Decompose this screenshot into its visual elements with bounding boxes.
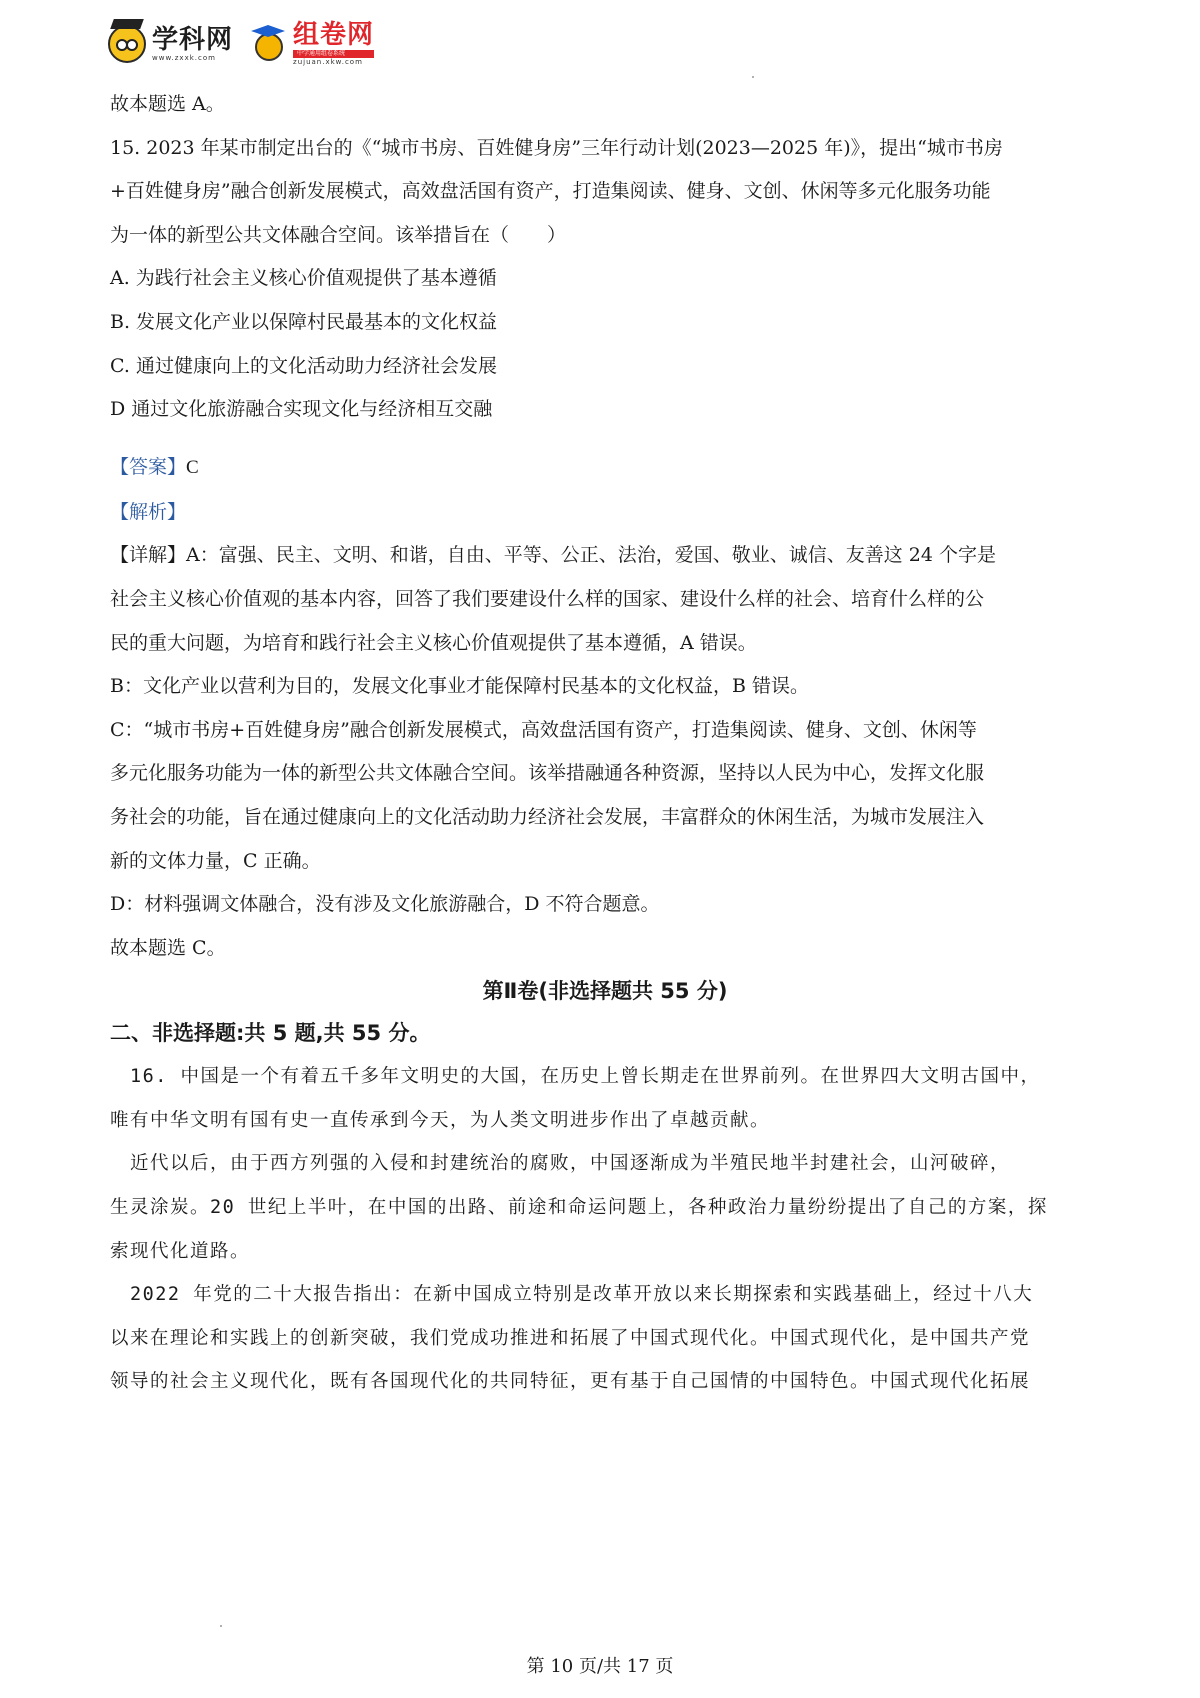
zxxk-logo [108, 25, 233, 63]
page-number: 第 10 页/共 17 页 [526, 1656, 674, 1677]
detail-line: 民的重大问题，为培育和践行社会主义核心价值观提供了基本遵循，A 错误。 [110, 631, 757, 654]
question-15 [110, 134, 1100, 962]
logo1-url: www.zxxk.com [152, 53, 216, 62]
q15-option-b: B. 发展文化产业以保障村民最基本的文化权益 [110, 310, 498, 333]
q15-stem-line: 为一体的新型公共文体融合空间。该举措旨在（ ） [110, 223, 567, 246]
q15-stem-line: +百姓健身房”融合创新发展模式，高效盘活国有资产，打造集阅读、健身、文创、休闲等多元化服务功能 [110, 180, 991, 203]
detail-line: 故本题选 C。 [110, 936, 226, 959]
section-subtitle: 二、非选择题:共 5 题,共 55 分。 [110, 1021, 431, 1046]
detail-line: D：材料强调文体融合，没有涉及文化旅游融合，D 不符合题意。 [110, 893, 660, 916]
document-body [110, 90, 1100, 1412]
detail-line: 社会主义核心价值观的基本内容，回答了我们要建设什么样的国家、建设什么样的社会、培育什么样的公 [110, 587, 985, 610]
prev-conclusion: 故本题选 A。 [110, 93, 225, 115]
zujuan-logo [251, 22, 374, 66]
detail-line: B：文化产业以营利为目的，发展文化事业才能保障村民基本的文化权益，B 错误。 [110, 675, 809, 698]
question-16-material [110, 1063, 1100, 1396]
q15-option-c: C. 通过健康向上的文化活动助力经济社会发展 [110, 354, 497, 377]
q16-line: 2022 年党的二十大报告指出：在新中国成立特别是改革开放以来长期探索和实践基础上，经过十八大 [110, 1284, 1034, 1306]
q15-stem-line: 15. 2023 年某市制定出台的《“城市书房、百姓健身房”三年行动计划(2023—2025 年)》，提出“城市书房 [110, 136, 1003, 159]
q16-line: 近代以后，由于西方列强的入侵和封建统治的腐败，中国逐渐成为半殖民地半封建社会，山河破碎， [110, 1153, 1011, 1175]
q16-line: 领导的社会主义现代化，既有各国现代化的共同特征，更有基于自己国情的中国特色。中国式现代化拓展 [110, 1371, 1031, 1393]
q16-line: 生灵涂炭。20 世纪上半叶，在中国的出路、前途和命运问题上，各种政治力量纷纷提出了自己的方案，探 [110, 1197, 1048, 1219]
detail-line: 务社会的功能，旨在通过健康向上的文化活动助力经济社会发展，丰富群众的休闲生活，为城市发展注入 [110, 805, 985, 828]
logo2-banner: 中学通用组卷系统 [293, 50, 374, 58]
logo2-url: zujuan.xkw.com [293, 58, 363, 66]
answer-line [110, 453, 1100, 482]
q15-option-a: A. 为践行社会主义核心价值观提供了基本遵循 [110, 267, 497, 290]
page-header [108, 18, 374, 70]
detail-line: 新的文体力量，C 正确。 [110, 849, 321, 872]
logo2-text: 组卷网 [293, 20, 375, 50]
detail-line: 【详解】A：富强、民主、文明、和谐，自由、平等、公正、法治，爱国、敬业、诚信、友善这 24 个字是 [110, 544, 996, 567]
analysis-tag: 【解析】 [110, 500, 187, 523]
section-title: 第Ⅱ卷(非选择题共 55 分) [482, 979, 728, 1004]
detail-line: C：“城市书房+百姓健身房”融合创新发展模式，高效盘活国有资产，打造集阅读、健身、文创、休闲等 [110, 718, 977, 741]
q16-line: 索现代化道路。 [110, 1240, 251, 1262]
answer-value: C [186, 457, 199, 479]
scan-speck [752, 76, 754, 78]
q16-line: 16. 中国是一个有着五千多年文明史的大国，在历史上曾长期走在世界前列。在世界四大文明古国中， [110, 1066, 1041, 1088]
q15-option-d: D 通过文化旅游融合实现文化与经济相互交融 [110, 398, 493, 421]
q16-line: 以来在理论和实践上的创新突破，我们党成功推进和拓展了中国式现代化。中国式现代化，是中国共产党 [110, 1327, 1031, 1349]
q16-line: 唯有中华文明有国有史一直传承到今天，为人类文明进步作出了卓越贡献。 [110, 1109, 771, 1131]
detail-line: 多元化服务功能为一体的新型公共文体融合空间。该举措融通各种资源，坚持以人民为中心，发挥文化服 [110, 762, 985, 785]
graduate-mascot-icon [251, 25, 287, 63]
logo1-text: 学科网 [152, 24, 234, 55]
scan-speck [220, 1625, 222, 1627]
mascot-icon [108, 25, 146, 63]
answer-tag: 【答案】 [110, 456, 187, 479]
